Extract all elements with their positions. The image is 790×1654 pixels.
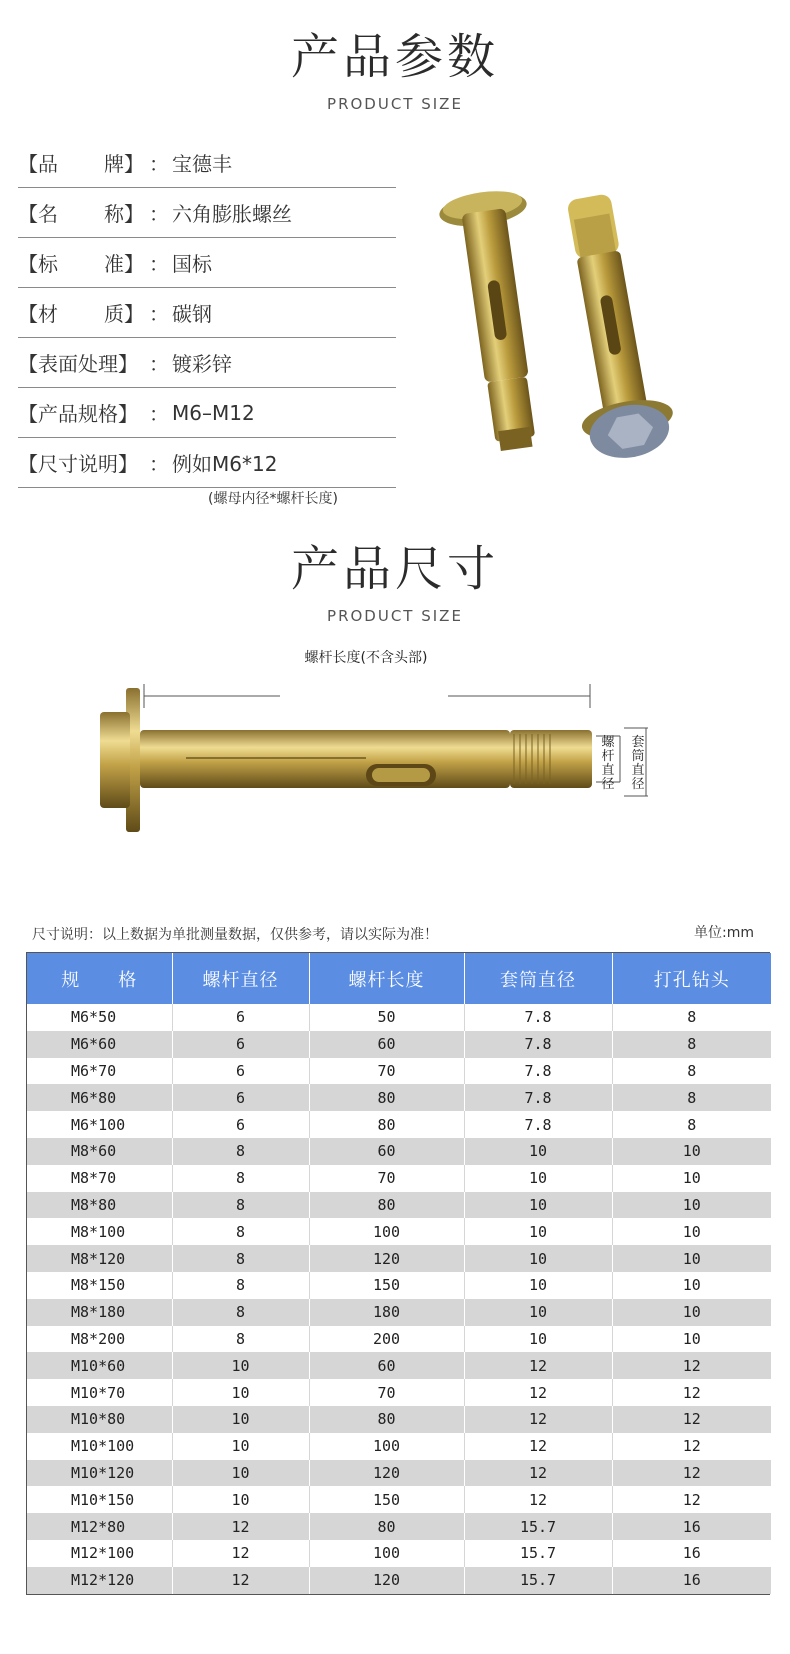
table-cell: 80 — [309, 1406, 464, 1433]
table-row — [27, 1218, 771, 1245]
spec-row-finish — [18, 338, 396, 388]
spec-key-part: 【产品规格】 — [18, 402, 138, 426]
table-cell: 10 — [464, 1245, 612, 1272]
spec-note: (螺母内径*螺杆长度) — [208, 491, 338, 507]
table-cell: 12 — [464, 1352, 612, 1379]
spec-separator: ： — [149, 452, 169, 476]
table-row — [27, 1138, 771, 1165]
spec-key-part: 【尺寸说明】 — [18, 452, 138, 476]
table-cell: 7.8 — [464, 1058, 612, 1085]
table-cell: M6*100 — [27, 1111, 172, 1138]
table-cell: 7.8 — [464, 1111, 612, 1138]
table-cell: 8 — [612, 1031, 771, 1058]
table-cell: 12 — [612, 1352, 771, 1379]
table-cell: 12 — [612, 1433, 771, 1460]
table-cell: 10 — [464, 1272, 612, 1299]
table-cell: 7.8 — [464, 1084, 612, 1111]
table-cell: 10 — [172, 1486, 309, 1513]
rod-diameter-char: 径 — [601, 777, 615, 792]
table-cell: M12*100 — [27, 1540, 172, 1567]
spec-separator: ： — [149, 252, 169, 276]
table-cell: M8*120 — [27, 1245, 172, 1272]
table-cell: 16 — [612, 1567, 771, 1594]
table-cell: 80 — [309, 1111, 464, 1138]
table-cell: 10 — [172, 1379, 309, 1406]
table-cell: 50 — [309, 1004, 464, 1031]
params-heading — [0, 18, 790, 113]
table-cell: M8*60 — [27, 1138, 172, 1165]
table-row — [27, 1513, 771, 1540]
sleeve-diameter-char: 套 — [631, 735, 645, 750]
spec-list — [18, 138, 396, 488]
product-photo — [440, 180, 760, 500]
table-row — [27, 1379, 771, 1406]
table-cell: 15.7 — [464, 1513, 612, 1540]
table-cell: 8 — [172, 1192, 309, 1219]
spec-separator: ： — [149, 152, 169, 176]
table-cell: 60 — [309, 1352, 464, 1379]
spec-row-brand — [18, 138, 396, 188]
table-cell: 8 — [612, 1004, 771, 1031]
table-cell: 12 — [464, 1406, 612, 1433]
table-row — [27, 1433, 771, 1460]
table-cell: M6*70 — [27, 1058, 172, 1085]
table-body — [27, 1004, 771, 1594]
spec-separator: ： — [149, 352, 169, 376]
table-cell: 180 — [309, 1299, 464, 1326]
size-title: 产品尺寸 — [290, 541, 499, 597]
table-header-row — [27, 953, 771, 1004]
table-cell: 12 — [612, 1379, 771, 1406]
spec-row-size — [18, 438, 396, 488]
table-cell: 15.7 — [464, 1540, 612, 1567]
table-cell: 10 — [172, 1406, 309, 1433]
table-cell: 10 — [612, 1165, 771, 1192]
table-cell: 10 — [172, 1352, 309, 1379]
table-cell: 8 — [172, 1218, 309, 1245]
spec-key-part: 【表面处理】 — [18, 352, 138, 376]
table-cell: 8 — [172, 1138, 309, 1165]
bolt-left — [437, 186, 560, 455]
table-cell: 10 — [464, 1165, 612, 1192]
table-row — [27, 1540, 771, 1567]
table-cell: 100 — [309, 1433, 464, 1460]
spec-key — [18, 398, 146, 427]
header-rod-diameter: 螺杆直径 — [172, 953, 309, 1004]
table-cell: 10 — [464, 1218, 612, 1245]
table-cell: 10 — [612, 1272, 771, 1299]
table-cell: 10 — [612, 1326, 771, 1353]
table-cell: 10 — [612, 1138, 771, 1165]
table-cell: M10*120 — [27, 1460, 172, 1487]
table-cell: 8 — [612, 1058, 771, 1085]
table-cell: M6*50 — [27, 1004, 172, 1031]
table-cell: M6*80 — [27, 1084, 172, 1111]
table-row — [27, 1004, 771, 1031]
sleeve-diameter-char: 直 — [631, 763, 645, 778]
table-row — [27, 1567, 771, 1594]
table-cell: 10 — [172, 1460, 309, 1487]
spec-separator: ： — [149, 202, 169, 226]
table-cell: 80 — [309, 1084, 464, 1111]
table-cell: 16 — [612, 1513, 771, 1540]
table-cell: 12 — [612, 1460, 771, 1487]
table-cell: 200 — [309, 1326, 464, 1353]
table-row — [27, 1058, 771, 1085]
spec-value: 宝德丰 — [172, 152, 232, 176]
table-cell: 15.7 — [464, 1567, 612, 1594]
spec-separator: ： — [149, 302, 169, 326]
table-cell: M6*60 — [27, 1031, 172, 1058]
table-cell: 6 — [172, 1058, 309, 1085]
header-rod-length: 螺杆长度 — [309, 953, 464, 1004]
table-cell: 12 — [612, 1406, 771, 1433]
table-cell: 150 — [309, 1272, 464, 1299]
table-cell: 12 — [172, 1513, 309, 1540]
spec-row-spec — [18, 388, 396, 438]
table-row — [27, 1165, 771, 1192]
table-row — [27, 1031, 771, 1058]
table-cell: 10 — [464, 1299, 612, 1326]
spec-value: 例如M6*12 — [172, 452, 278, 476]
header-drill-bit: 打孔钻头 — [612, 953, 771, 1004]
table-cell: 8 — [172, 1326, 309, 1353]
spec-value: 国标 — [172, 252, 212, 276]
spec-key — [18, 248, 146, 277]
table-row — [27, 1192, 771, 1219]
table-row — [27, 1245, 771, 1272]
table-cell: 120 — [309, 1245, 464, 1272]
table-cell: 10 — [464, 1326, 612, 1353]
spec-key-part: 牌】 — [104, 152, 144, 176]
table-cell: 10 — [612, 1245, 771, 1272]
table-cell: 10 — [464, 1192, 612, 1219]
table-cell: 12 — [172, 1540, 309, 1567]
table-cell: M8*200 — [27, 1326, 172, 1353]
spec-key-part: 【名 — [18, 202, 58, 226]
table-row — [27, 1272, 771, 1299]
spec-key-part: 质】 — [104, 302, 144, 326]
table-cell: 7.8 — [464, 1004, 612, 1031]
table-cell: 60 — [309, 1138, 464, 1165]
table-cell: 70 — [309, 1379, 464, 1406]
table-row — [27, 1084, 771, 1111]
table-cell: 120 — [309, 1567, 464, 1594]
table-cell: M8*150 — [27, 1272, 172, 1299]
table-cell: 10 — [172, 1433, 309, 1460]
table-cell: 12 — [612, 1486, 771, 1513]
table-cell: 7.8 — [464, 1031, 612, 1058]
rod-diameter-char: 直 — [601, 763, 615, 778]
table-cell: 10 — [612, 1218, 771, 1245]
sleeve-diameter-char: 筒 — [631, 749, 645, 764]
rod-diameter-char: 螺 — [601, 735, 615, 750]
table-cell: 100 — [309, 1540, 464, 1567]
table-cell: M8*180 — [27, 1299, 172, 1326]
spec-key — [18, 448, 146, 477]
table-row — [27, 1352, 771, 1379]
spec-value: 六角膨胀螺丝 — [172, 202, 292, 226]
spec-key-part: 称】 — [104, 202, 144, 226]
table-cell: 10 — [612, 1299, 771, 1326]
table-cell: 8 — [172, 1165, 309, 1192]
table-row — [27, 1326, 771, 1353]
table-cell: 8 — [612, 1111, 771, 1138]
table-cell: 12 — [464, 1379, 612, 1406]
table-cell: 60 — [309, 1031, 464, 1058]
params-subtitle: PRODUCT SIZE — [327, 95, 463, 113]
table-cell: 8 — [612, 1084, 771, 1111]
spec-key-part: 【品 — [18, 152, 58, 176]
params-title: 产品参数 — [290, 29, 499, 85]
table-cell: M12*80 — [27, 1513, 172, 1540]
table-cell: 150 — [309, 1486, 464, 1513]
spec-key-part: 【标 — [18, 252, 58, 276]
spec-row-material — [18, 288, 396, 338]
table-cell: 70 — [309, 1058, 464, 1085]
dimension-diagram — [90, 650, 710, 894]
table-row — [27, 1460, 771, 1487]
table-cell: 8 — [172, 1299, 309, 1326]
table-cell: M8*80 — [27, 1192, 172, 1219]
size-note: 尺寸说明：以上数据为单批测量数据，仅供参考，请以实际为准！ — [32, 927, 438, 943]
spec-key — [18, 148, 146, 177]
table-cell: 16 — [612, 1540, 771, 1567]
table-row — [27, 1299, 771, 1326]
table-row — [27, 1406, 771, 1433]
table-cell: 6 — [172, 1004, 309, 1031]
spec-key-part: 【材 — [18, 302, 58, 326]
table-cell: 8 — [172, 1272, 309, 1299]
table-cell: 80 — [309, 1192, 464, 1219]
table-cell: M10*60 — [27, 1352, 172, 1379]
table-cell: 12 — [464, 1433, 612, 1460]
table-cell: M12*120 — [27, 1567, 172, 1594]
table-cell: 8 — [172, 1245, 309, 1272]
table-cell: 80 — [309, 1513, 464, 1540]
spec-key-part: 准】 — [104, 252, 144, 276]
unit-note: 单位:mm — [694, 925, 754, 941]
header-sleeve-diameter: 套筒直径 — [464, 953, 612, 1004]
size-heading — [0, 530, 790, 625]
table-cell: 12 — [464, 1460, 612, 1487]
size-subtitle: PRODUCT SIZE — [327, 607, 463, 625]
table-cell: 12 — [172, 1567, 309, 1594]
length-label: 螺杆长度(不含头部) — [304, 650, 428, 666]
table-cell: 70 — [309, 1165, 464, 1192]
table-cell: 10 — [612, 1192, 771, 1219]
table-cell: 6 — [172, 1084, 309, 1111]
table-row — [27, 1111, 771, 1138]
table-cell: 6 — [172, 1031, 309, 1058]
table-cell: M10*70 — [27, 1379, 172, 1406]
table-cell: 100 — [309, 1218, 464, 1245]
spec-value: M6–M12 — [172, 400, 255, 425]
bolt-right — [543, 189, 679, 465]
header-spec: 规 格 — [27, 953, 172, 1004]
table-cell: 120 — [309, 1460, 464, 1487]
table-cell: M8*70 — [27, 1165, 172, 1192]
table-cell: 12 — [464, 1486, 612, 1513]
size-table — [26, 952, 770, 1595]
rod-diameter-char: 杆 — [601, 749, 615, 764]
spec-key — [18, 348, 146, 377]
spec-value: 碳钢 — [172, 302, 212, 326]
spec-value: 镀彩锌 — [172, 352, 232, 376]
table-cell: 6 — [172, 1111, 309, 1138]
spec-separator: ： — [149, 402, 169, 426]
table-cell: 10 — [464, 1138, 612, 1165]
spec-key — [18, 298, 146, 327]
table-cell: M10*100 — [27, 1433, 172, 1460]
table-cell: M8*100 — [27, 1218, 172, 1245]
table-cell: M10*80 — [27, 1406, 172, 1433]
spec-key — [18, 198, 146, 227]
spec-row-standard — [18, 238, 396, 288]
table-cell: M10*150 — [27, 1486, 172, 1513]
spec-row-name — [18, 188, 396, 238]
sleeve-diameter-char: 径 — [631, 777, 645, 792]
table-row — [27, 1486, 771, 1513]
